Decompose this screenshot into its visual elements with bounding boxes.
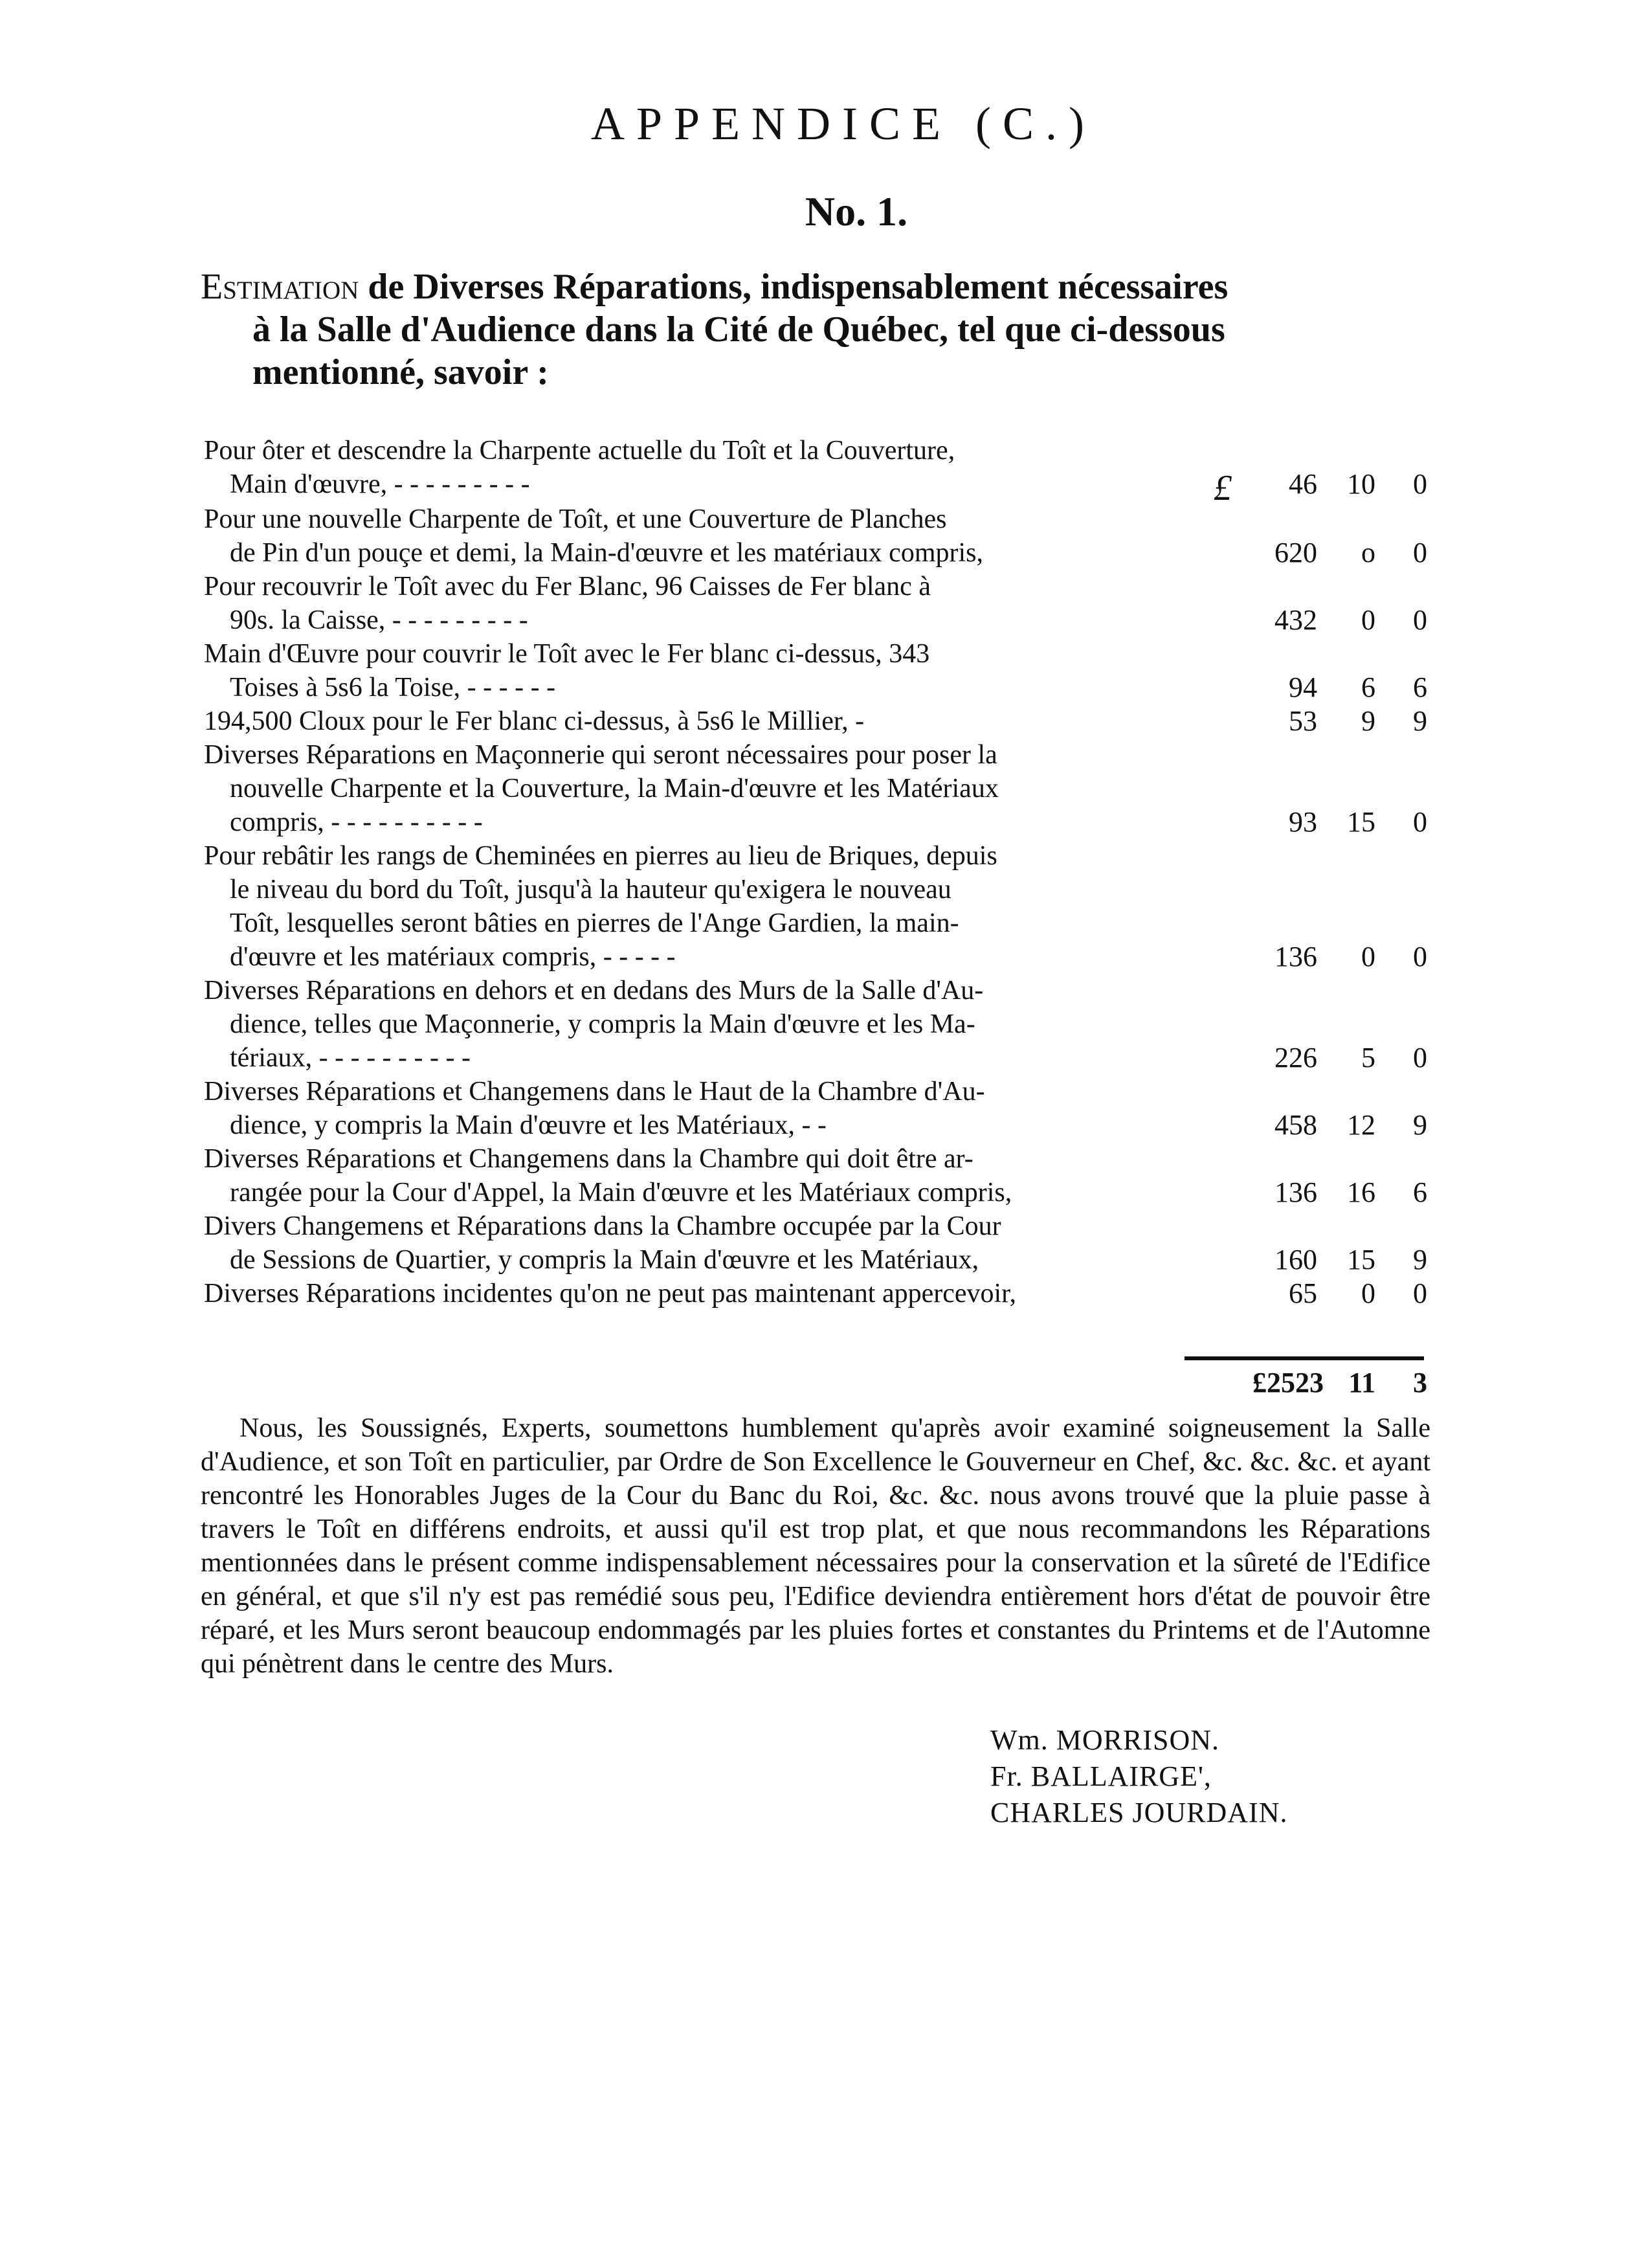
item-line: Diverses Réparations et Changemens dans le Haut de la Chambre d'Au- bbox=[204, 1077, 985, 1106]
item-amount bbox=[1220, 805, 1427, 839]
estimate-heading bbox=[201, 265, 1430, 394]
amount-shillings: 16 bbox=[1347, 1176, 1375, 1208]
amount-shillings: 0 bbox=[1361, 941, 1375, 972]
amount-pounds: 136 bbox=[1274, 941, 1317, 972]
amount-pounds: 46 bbox=[1289, 468, 1317, 500]
item-line: de Pin d'un pouçe et demi, la Main-d'œuvre et les matériaux compris, bbox=[230, 538, 983, 568]
amount-pounds: 620 bbox=[1274, 537, 1317, 568]
amount-shillings: 6 bbox=[1361, 671, 1375, 703]
estimate-item bbox=[204, 704, 1427, 738]
amount-pence: 0 bbox=[1413, 941, 1427, 972]
amount-pounds: 458 bbox=[1274, 1109, 1317, 1141]
estimate-item bbox=[204, 1277, 1427, 1310]
item-line: de Sessions de Quartier, y compris la Main d'œuvre et les Matériaux, bbox=[230, 1245, 979, 1275]
currency-symbol: £ bbox=[1214, 468, 1232, 508]
estimate-items bbox=[204, 434, 1427, 1310]
estimate-item bbox=[204, 1209, 1427, 1277]
item-line: Main d'Œuvre pour couvrir le Toît avec le Fer blanc ci-dessus, 343 bbox=[204, 639, 930, 669]
amount-pence: 0 bbox=[1413, 604, 1427, 636]
item-line: Pour ôter et descendre la Charpente actuelle du Toît et la Couverture, bbox=[204, 436, 955, 466]
item-line: rangée pour la Cour d'Appel, la Main d'œuvre et les Matériaux compris, bbox=[230, 1178, 1012, 1207]
page-title: APPENDICE (C.) bbox=[590, 98, 1096, 150]
estimate-item bbox=[204, 974, 1427, 1075]
total-rule bbox=[1185, 1356, 1424, 1360]
amount-pounds: 65 bbox=[1289, 1277, 1317, 1309]
item-description bbox=[204, 637, 1214, 704]
amount-pounds: 432 bbox=[1274, 604, 1317, 636]
item-line: dience, y compris la Main d'œuvre et les Matériaux, - - bbox=[230, 1110, 827, 1140]
item-description bbox=[204, 434, 1214, 501]
item-description bbox=[204, 1142, 1214, 1209]
estimate-item bbox=[204, 502, 1427, 570]
item-line: Diverses Réparations et Changemens dans la Chambre qui doit être ar- bbox=[204, 1144, 973, 1174]
item-amount bbox=[1220, 1041, 1427, 1075]
item-line: compris, - - - - - - - - - - bbox=[230, 807, 483, 837]
total-shillings: 11 bbox=[1348, 1367, 1375, 1398]
amount-shillings: 15 bbox=[1347, 806, 1375, 838]
item-description bbox=[204, 1277, 1214, 1310]
item-amount bbox=[1220, 603, 1427, 637]
item-amount bbox=[1220, 536, 1427, 570]
signature: Wm. MORRISON. bbox=[990, 1724, 1220, 1756]
amount-pence: 9 bbox=[1413, 1109, 1427, 1141]
item-line: Main d'œuvre, - - - - - - - - - bbox=[230, 469, 530, 499]
total-amount bbox=[1185, 1366, 1427, 1399]
amount-pence: 6 bbox=[1413, 671, 1427, 703]
document-number: No. 1. bbox=[805, 188, 908, 234]
amount-pence: 9 bbox=[1413, 1244, 1427, 1275]
signature: CHARLES JOURDAIN. bbox=[990, 1797, 1288, 1828]
amount-pounds: 226 bbox=[1274, 1042, 1317, 1073]
amount-pence: 0 bbox=[1413, 1277, 1427, 1309]
amount-pounds: 160 bbox=[1274, 1244, 1317, 1275]
amount-pence: 0 bbox=[1413, 537, 1427, 568]
item-description bbox=[204, 1075, 1214, 1142]
item-description bbox=[204, 738, 1214, 839]
amount-pence: 9 bbox=[1413, 705, 1427, 737]
estimate-item bbox=[204, 1142, 1427, 1209]
item-line: Diverses Réparations en Maçonnerie qui seront nécessaires pour poser la bbox=[204, 740, 997, 770]
item-line: 90s. la Caisse, - - - - - - - - - bbox=[230, 605, 528, 635]
item-amount bbox=[1220, 1277, 1427, 1310]
heading-lead: Estimation bbox=[201, 267, 359, 307]
estimate-item bbox=[204, 637, 1427, 704]
amount-shillings: 12 bbox=[1347, 1109, 1375, 1141]
item-amount bbox=[1220, 1176, 1427, 1209]
amount-shillings: 15 bbox=[1347, 1244, 1375, 1275]
amount-shillings: 10 bbox=[1347, 468, 1375, 500]
amount-pence: 0 bbox=[1413, 806, 1427, 838]
amount-pounds: 136 bbox=[1274, 1176, 1317, 1208]
amount-shillings: 5 bbox=[1361, 1042, 1375, 1073]
item-description bbox=[204, 1209, 1214, 1277]
amount-pence: 0 bbox=[1413, 1042, 1427, 1073]
item-amount bbox=[1220, 704, 1427, 738]
item-line: d'œuvre et les matériaux compris, - - - - - bbox=[230, 942, 676, 972]
amount-pounds: 93 bbox=[1289, 806, 1317, 838]
amount-shillings: 0 bbox=[1361, 604, 1375, 636]
item-line: Toises à 5s6 la Toise, - - - - - - bbox=[230, 673, 556, 702]
estimate-item bbox=[204, 1075, 1427, 1142]
item-line: le niveau du bord du Toît, jusqu'à la hauteur qu'exigera le nouveau bbox=[230, 875, 951, 904]
amount-pounds: 94 bbox=[1289, 671, 1317, 703]
item-description bbox=[204, 570, 1214, 637]
estimate-item bbox=[204, 738, 1427, 839]
heading-line-1: de Diverses Réparations, indispensablement nécessaires bbox=[359, 267, 1229, 307]
item-line: Pour une nouvelle Charpente de Toît, et une Couverture de Planches bbox=[204, 504, 947, 534]
heading-line-2: à la Salle d'Audience dans la Cité de Québec, tel que ci-dessous bbox=[252, 309, 1225, 350]
signature-block bbox=[990, 1722, 1287, 1831]
amount-shillings: 0 bbox=[1361, 1277, 1375, 1309]
estimate-item bbox=[204, 434, 1427, 508]
item-line: nouvelle Charpente et la Couverture, la Main-d'œuvre et les Matériaux bbox=[230, 774, 999, 803]
total-pounds: £2523 bbox=[1252, 1367, 1324, 1398]
amount-pence: 6 bbox=[1413, 1176, 1427, 1208]
item-line: Diverses Réparations en dehors et en dedans des Murs de la Salle d'Au- bbox=[204, 976, 984, 1005]
amount-shillings: 9 bbox=[1361, 705, 1375, 737]
item-description bbox=[204, 839, 1214, 974]
item-amount bbox=[1220, 940, 1427, 974]
item-amount bbox=[1220, 671, 1427, 704]
item-amount bbox=[1214, 467, 1427, 508]
item-line: Pour rebâtir les rangs de Cheminées en pierres au lieu de Briques, depuis bbox=[204, 841, 997, 871]
amount-pounds: 53 bbox=[1289, 705, 1317, 737]
item-line: Toît, lesquelles seront bâties en pierres de l'Ange Gardien, la main- bbox=[230, 908, 959, 938]
item-line: 194,500 Cloux pour le Fer blanc ci-dessus, à 5s6 le Millier, - bbox=[204, 706, 865, 736]
item-amount bbox=[1220, 1243, 1427, 1277]
heading-line-3: mentionné, savoir : bbox=[252, 352, 549, 392]
item-line: Divers Changemens et Réparations dans la Chambre occupée par la Cour bbox=[204, 1211, 1001, 1241]
item-description bbox=[204, 974, 1214, 1075]
item-description bbox=[204, 704, 1214, 738]
experts-statement: Nous, les Soussignés, Experts, soumettons humblement qu'après avoir examiné soigneusement la Salle d'Audience, et son Toît en particulier, par Ordre de Son Excellence le Gouverneur en Chef, &c. &c. &c. et ayant rencontré les Honorables Juges de la Cour du Banc du Roi, &c. &c. nous avons trouvé que la pluie passe à travers le Toît en différens endroits, et aussi qu'il est trop plat, et que nous recommandons les Réparations mentionnées dans le présent comme indispensablement nécessaires pour la conservation et la sûreté de l'Edifice en général, et que s'il n'y est pas remédié sous peu, l'Edifice deviendra entièrement hors d'état de pouvoir être réparé, et les Murs seront beaucoup endommagés par les pluies fortes et constantes du Printems et de l'Automne qui pénètrent dans le centre des Murs. bbox=[201, 1413, 1430, 1679]
item-line: tériaux, - - - - - - - - - - bbox=[230, 1043, 471, 1073]
signature: Fr. BALLAIRGE', bbox=[990, 1760, 1212, 1792]
amount-shillings: o bbox=[1361, 537, 1375, 568]
estimate-item bbox=[204, 570, 1427, 637]
item-amount bbox=[1220, 1108, 1427, 1142]
amount-pence: 0 bbox=[1413, 468, 1427, 500]
item-line: Pour recouvrir le Toît avec du Fer Blanc, 96 Caisses de Fer blanc à bbox=[204, 572, 931, 601]
item-description bbox=[204, 502, 1214, 570]
item-line: dience, telles que Maçonnerie, y compris la Main d'œuvre et les Ma- bbox=[230, 1009, 975, 1039]
item-line: Diverses Réparations incidentes qu'on ne peut pas maintenant appercevoir, bbox=[204, 1279, 1016, 1308]
total-pence: 3 bbox=[1413, 1367, 1427, 1398]
estimate-item bbox=[204, 839, 1427, 974]
